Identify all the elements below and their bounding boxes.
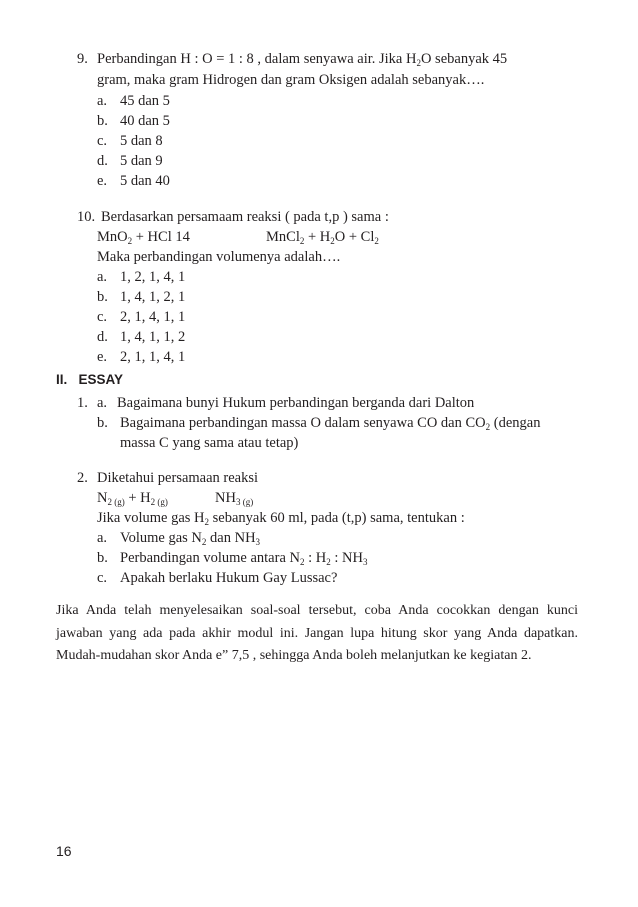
essay-q2a-text xyxy=(120,530,260,547)
q10-option-a: 1, 2, 1, 4, 1 xyxy=(120,269,186,285)
essay-q2-eq-h: + H xyxy=(124,490,151,506)
q10-equation-right xyxy=(266,229,379,246)
q10-option-c: 2, 1, 4, 1, 1 xyxy=(120,309,186,325)
q10-option-d: 1, 4, 1, 1, 2 xyxy=(120,329,186,345)
q9-option-d: 5 dan 9 xyxy=(120,153,163,169)
q10-eq-mncl: MnCl xyxy=(266,229,300,245)
q9-stem-sub: 2 xyxy=(416,58,421,68)
q9-option-d-letter: d. xyxy=(97,153,108,169)
q10-option-e: 2, 1, 1, 4, 1 xyxy=(120,349,186,365)
q9-option-b-letter: b. xyxy=(97,113,108,129)
essay-q2-line3 xyxy=(97,510,465,527)
q10-eq-o-cl: O + Cl xyxy=(334,229,375,245)
essay-q1b-pre: Bagaimana perbandingan massa O dalam senyawa CO dan CO xyxy=(120,415,486,431)
essay-q1b-letter: b. xyxy=(97,415,108,431)
essay-q2c-text: Apakah berlaku Hukum Gay Lussac? xyxy=(120,570,338,586)
essay-q2b-pre: Perbandingan volume antara N xyxy=(120,550,300,566)
essay-q2-equation-left xyxy=(97,490,168,507)
q10-number: 10. xyxy=(77,209,96,225)
q10-eq-sub4: 2 xyxy=(330,236,335,246)
essay-q1b-post: (dengan xyxy=(490,415,541,431)
essay-q1b-sub: 2 xyxy=(485,422,491,432)
q9-stem-post: O sebanyak 45 xyxy=(420,51,508,67)
essay-q2-eq-sub1: 2 (g) xyxy=(107,497,125,507)
essay-q2c-letter: c. xyxy=(97,570,108,586)
q9-option-e-letter: e. xyxy=(97,173,108,189)
essay-q2-line3-post: sebanyak 60 ml, pada (t,p) sama, tentukan : xyxy=(209,510,465,526)
closing-paragraph: Jika Anda telah menyelesaikan soal-soal tersebut, coba Anda cocokkan dengan kunci jawaban yang ada pada akhir modul ini. Jangan lupa hitung skor yang Anda dapatkan. Mudah-mudahan skor Anda e” 7,5 , sehingga Anda boleh melanjutkan ke kegiatan 2. xyxy=(56,603,578,663)
essay-q1b-line2: massa C yang sama atau tetap) xyxy=(120,435,299,451)
q9-number: 9. xyxy=(77,51,88,67)
essay-q2b-letter: b. xyxy=(97,550,108,566)
page-number: 16 xyxy=(56,843,72,859)
essay-q2-eq-nh: NH xyxy=(215,490,236,506)
q10-option-c-letter: c. xyxy=(97,309,108,325)
q9-option-a: 45 dan 5 xyxy=(120,93,170,109)
essay-q2a-sub1: 2 xyxy=(201,537,207,547)
q10-eq-hcl: + HCl 14 xyxy=(132,229,190,245)
essay-q2-line3-sub: 2 xyxy=(204,517,210,527)
q10-eq-sub5: 2 xyxy=(374,236,379,246)
essay-q2a-letter: a. xyxy=(97,530,108,546)
essay-heading: II. ESSAY xyxy=(56,372,124,387)
essay-q2b-mid1: : H xyxy=(304,550,327,566)
essay-q2b-sub1: 2 xyxy=(299,557,305,567)
q10-stem-line1: Berdasarkan persamaam reaksi ( pada t,p ) sama : xyxy=(101,209,389,225)
essay-q2-line1: Diketahui persamaan reaksi xyxy=(97,470,259,486)
essay-q2b-text xyxy=(120,550,367,567)
q10-option-e-letter: e. xyxy=(97,349,108,365)
essay-q2b-sub3: 3 xyxy=(362,557,368,567)
q9-option-c-letter: c. xyxy=(97,133,108,149)
essay-q1b-text xyxy=(120,415,540,432)
essay-q2b-mid2: : NH xyxy=(330,550,363,566)
essay-q2-eq-sub3: 3 (g) xyxy=(235,497,254,507)
q9-option-b: 40 dan 5 xyxy=(120,113,170,129)
essay-q2-eq-sub2: 2 (g) xyxy=(150,497,168,507)
q9-option-c: 5 dan 8 xyxy=(120,133,163,149)
q9-option-a-letter: a. xyxy=(97,93,108,109)
q10-option-b-letter: b. xyxy=(97,289,108,305)
essay-q2a-mid: dan NH xyxy=(206,530,256,546)
essay-q2-number: 2. xyxy=(77,470,88,486)
q10-eq-sub3: 2 xyxy=(299,236,305,246)
essay-q2a-sub2: 3 xyxy=(255,537,261,547)
q10-option-d-letter: d. xyxy=(97,329,108,345)
essay-q2-equation-right xyxy=(215,490,253,507)
essay-q2-line3-pre: Jika volume gas H xyxy=(97,510,205,526)
q10-stem-line3: Maka perbandingan volumenya adalah…. xyxy=(97,249,341,265)
q9-stem-line1 xyxy=(97,51,507,68)
q10-option-a-letter: a. xyxy=(97,269,108,285)
essay-q2-eq-n: N xyxy=(97,490,108,506)
essay-q1a-text: Bagaimana bunyi Hukum perbandingan berganda dari Dalton xyxy=(117,395,475,411)
q9-stem-line2: gram, maka gram Hidrogen dan gram Oksigen adalah sebanyak…. xyxy=(97,72,485,88)
q10-option-b: 1, 4, 1, 2, 1 xyxy=(120,289,186,305)
q9-stem-pre: Perbandingan H : O = 1 : 8 , dalam senyawa air. Jika H xyxy=(97,51,417,67)
q10-eq-h: + H xyxy=(304,229,331,245)
essay-q1-number: 1. xyxy=(77,395,88,411)
q9-option-e: 5 dan 40 xyxy=(120,173,170,189)
q10-eq-sub1: 2 xyxy=(127,236,133,246)
essay-q2a-pre: Volume gas N xyxy=(120,530,202,546)
q10-equation-left xyxy=(97,229,190,246)
essay-q2b-sub2: 2 xyxy=(326,557,331,567)
q10-eq-mno: MnO xyxy=(97,229,128,245)
essay-q1a-letter: a. xyxy=(97,395,108,411)
